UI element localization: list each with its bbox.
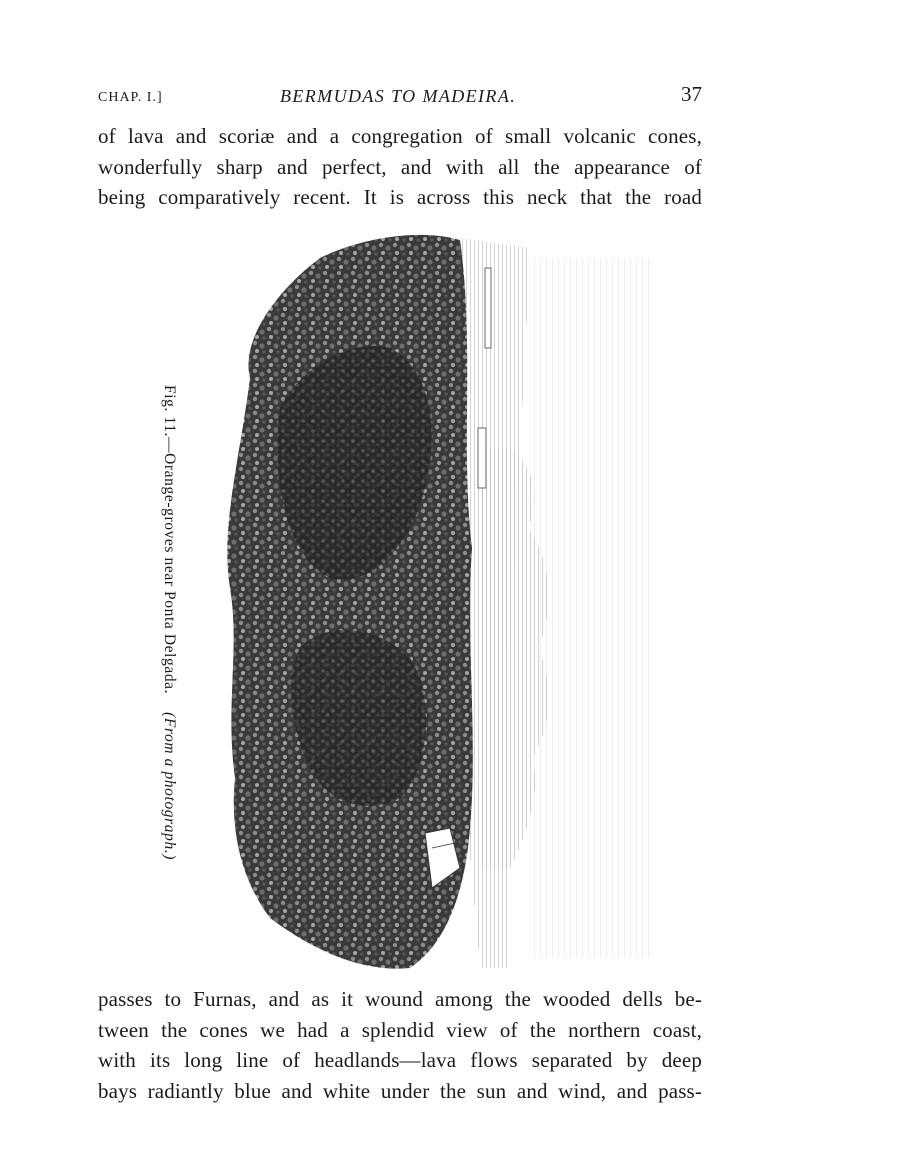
text-line: wonderfully sharp and perfect, and with all the appearance of (98, 154, 702, 179)
body-paragraph-top (98, 121, 702, 213)
text-line: bays radiantly blue and white under the sun and wind, and pass- (98, 1078, 702, 1103)
text-line: being comparatively recent. It is across this neck that the road (98, 185, 702, 209)
engraving-illustration (210, 228, 655, 973)
running-header (98, 82, 702, 112)
page-number: 37 (681, 82, 702, 106)
text-line: tween the cones we had a splendid view of the northern coast, (98, 1017, 702, 1042)
running-title: BERMUDAS TO MADEIRA. (280, 86, 517, 106)
text-line: passes to Furnas, and as it wound among the wooded dells be- (98, 987, 702, 1011)
caption-source: (From a photograph.) (161, 712, 178, 861)
text-line: with its long line of headlands—lava flows separated by deep (98, 1048, 702, 1072)
text-line: of lava and scoriæ and a congregation of small volcanic cones, (98, 124, 702, 148)
caption-title: Fig. 11.—Orange-groves near Ponta Delgada. (161, 385, 178, 695)
chapter-label: CHAP. I.] (98, 90, 163, 105)
body-paragraph-bottom (98, 984, 702, 1106)
